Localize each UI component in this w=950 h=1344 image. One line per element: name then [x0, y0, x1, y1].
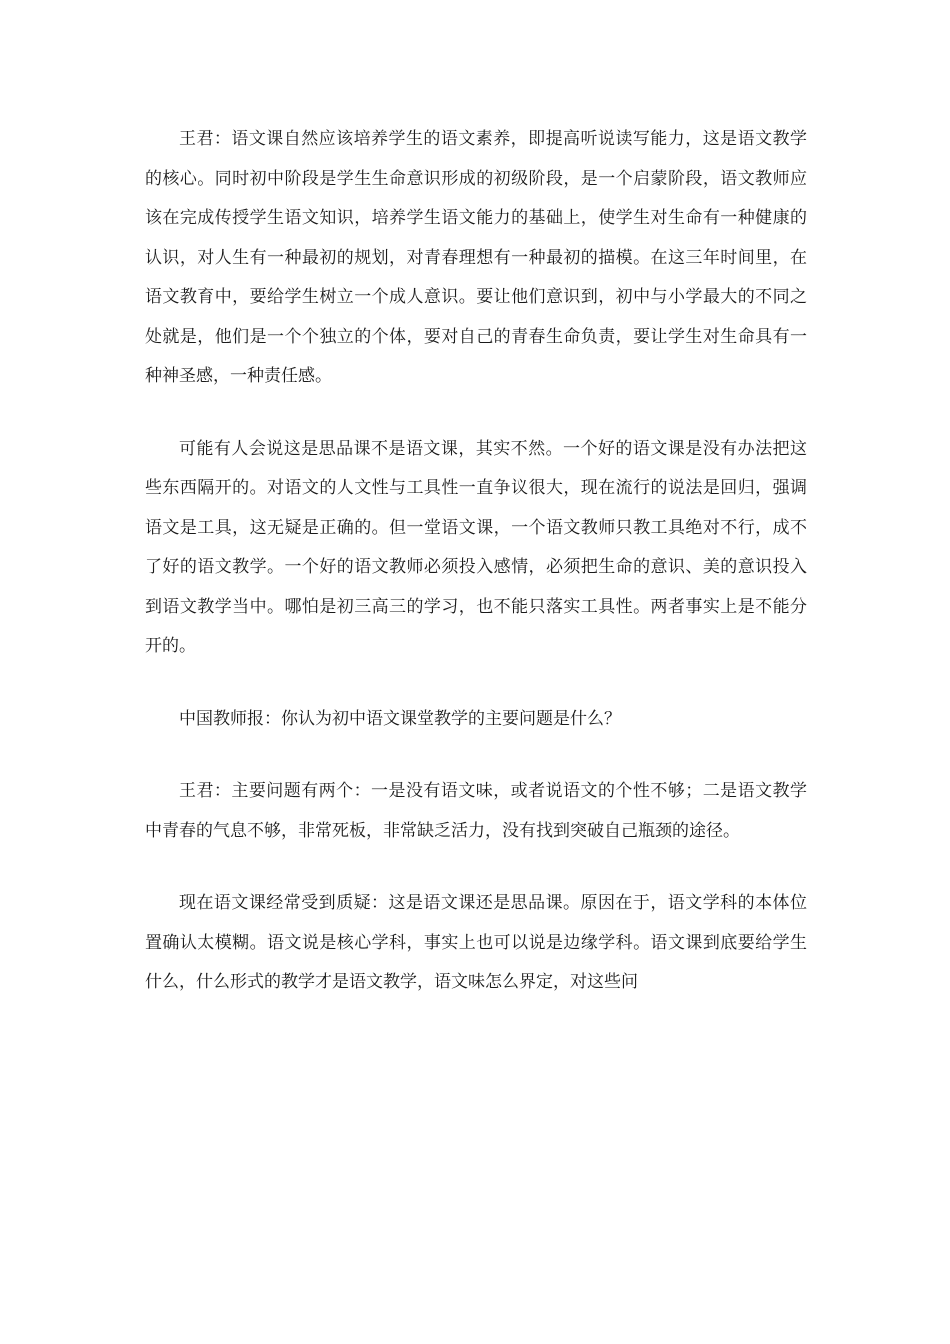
- paragraph-answer-2: 可能有人会说这是思品课不是语文课，其实不然。一个好的语文课是没有办法把这些东西隔开的。对语文的人文性与工具性一直争议很大，现在流行的说法是回归，强调语文是工具，这无疑是正确的。但一堂语文课，一个语文教师只教工具绝对不行，成不了好的语文教学。一个好的语文教师必须投入感情，必须把生命的意识、美的意识投入到语文教学当中。哪怕是初三高三的学习，也不能只落实工具性。两者事实上是不能分开的。: [145, 438, 807, 656]
- paragraph-answer-3: 王君：主要问题有两个：一是没有语文味，或者说语文的个性不够；二是语文教学中青春的气息不够，非常死板，非常缺乏活力，没有找到突破自己瓶颈的途径。: [145, 781, 807, 841]
- paragraph-answer-1: 王君：语文课自然应该培养学生的语文素养，即提高听说读写能力，这是语文教学的核心。同时初中阶段是学生生命意识形成的初级阶段，是一个启蒙阶段，语文教师应该在完成传授学生语文知识，培养学生语文能力的基础上，使学生对生命有一种健康的认识，对人生有一种最初的规划，对青春理想有一种最初的描模。在这三年时间里，在语文教育中，要给学生树立一个成人意识。要让他们意识到，初中与小学最大的不同之处就是，他们是一个个独立的个体，要对自己的青春生命负责，要让学生对生命具有一种神圣感，一种责任感。: [145, 129, 807, 386]
- document-body: [145, 120, 807, 1003]
- paragraph-question: 中国教师报：你认为初中语文课堂教学的主要问题是什么？: [179, 708, 621, 729]
- paragraph-answer-4: 现在语文课经常受到质疑：这是语文课还是思品课。原因在于，语文学科的本体位置确认太模糊。语文说是核心学科，事实上也可以说是边缘学科。语文课到底要给学生什么，什么形式的教学才是语文教学，语文味怎么界定，对这些问: [145, 893, 807, 992]
